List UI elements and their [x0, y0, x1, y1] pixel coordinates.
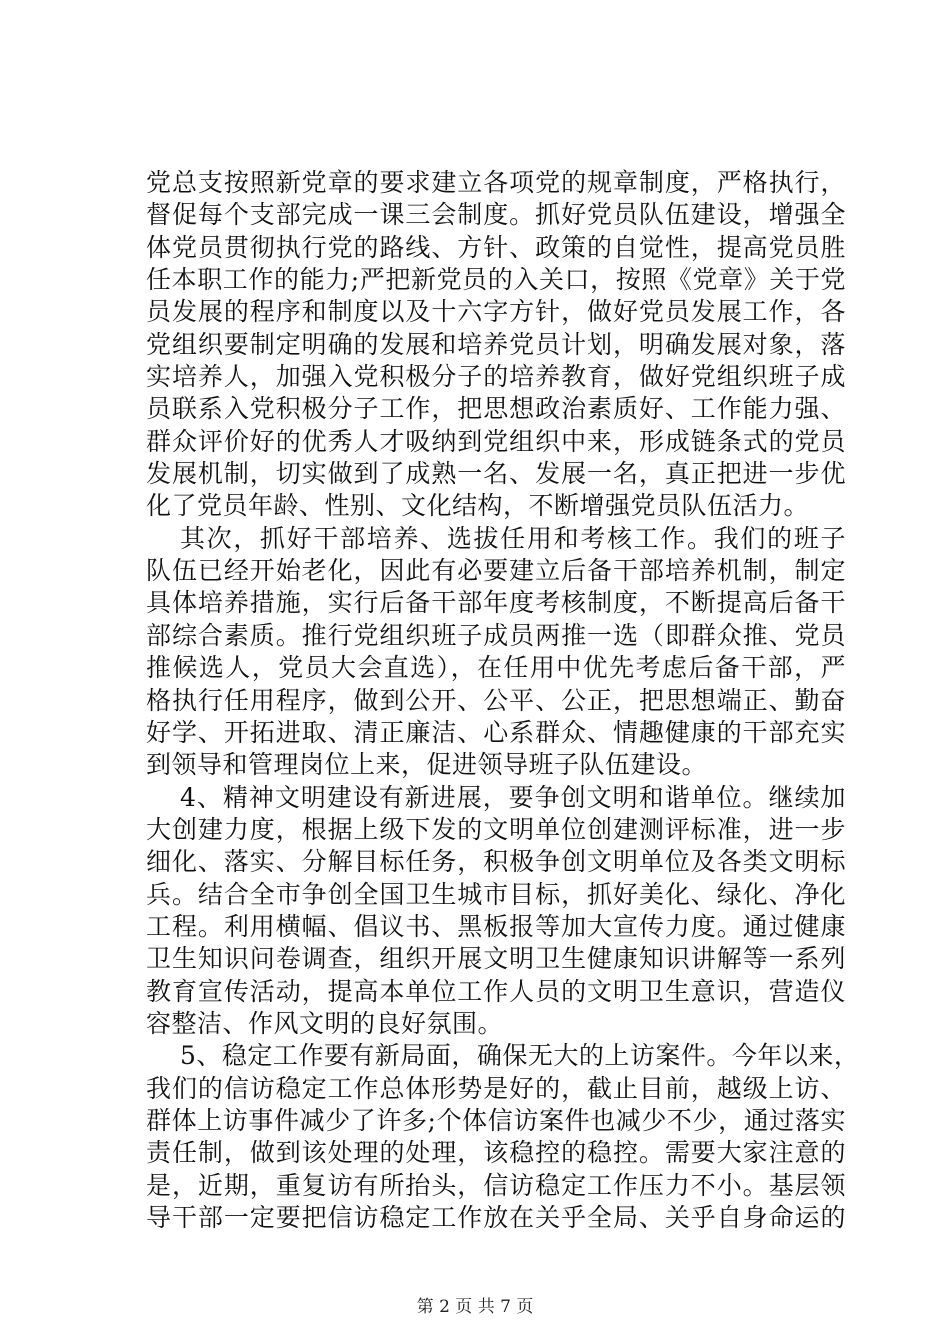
- text-line: 教育宣传活动，提高本单位工作人员的文明卫生意识，营造仪: [146, 976, 846, 1006]
- text-line: 党总支按照新党章的要求建立各项党的规章制度，严格执行，: [146, 168, 846, 197]
- text-line: 体党员贯彻执行党的路线、方针、政策的自觉性，提高党员胜: [146, 232, 846, 262]
- text-line: 责任制，做到该处理的处理，该稳控的稳控。需要大家注意的: [146, 1138, 846, 1168]
- text-line: 到领导和管理岗位上来，促进领导班子队伍建设。: [146, 750, 708, 780]
- text-line: 卫生知识问卷调查，组织开展文明卫生健康知识讲解等一系列: [146, 944, 846, 974]
- text-line: 格执行任用程序，做到公开、公平、公正，把思想端正、勤奋: [146, 685, 846, 715]
- text-line: 是，近期，重复访有所抬头，信访稳定工作压力不小。基层领: [146, 1170, 846, 1200]
- text-line: 群众评价好的优秀人才吸纳到党组织中来，形成链条式的党员: [146, 426, 846, 456]
- page-number-label: 第 2 页 共 7 页: [416, 1297, 534, 1317]
- text-line: 群体上访事件减少了许多;个体信访案件也减少不少，通过落实: [146, 1105, 846, 1135]
- text-line: 任本职工作的能力;严把新党员的入关口，按照《党章》关于党: [146, 265, 846, 295]
- paragraph-start-line: 4、精神文明建设有新进展，要争创文明和谐单位。继续加: [180, 782, 846, 812]
- text-line: 工程。利用横幅、倡议书、黑板报等加大宣传力度。通过健康: [146, 911, 846, 941]
- page-footer: [0, 1292, 950, 1317]
- text-line: 推候选人，党员大会直选），在任用中优先考虑后备干部，严: [146, 653, 846, 683]
- text-line: 容整洁、作风文明的良好氛围。: [146, 1008, 504, 1038]
- text-line: 我们的信访稳定工作总体形势是好的，截止目前，越级上访、: [146, 1073, 846, 1103]
- text-line: 兵。结合全市争创全国卫生城市目标，抓好美化、绿化、净化: [146, 879, 846, 909]
- text-line: 部综合素质。推行党组织班子成员两推一选（即群众推、党员: [146, 620, 846, 650]
- text-line: 导干部一定要把信访稳定工作放在关乎全局、关乎自身命运的: [146, 1203, 846, 1232]
- text-line: 党组织要制定明确的发展和培养党员计划，明确发展对象，落: [146, 329, 846, 359]
- text-line: 员联系入党积极分子工作，把思想政治素质好、工作能力强、: [146, 394, 846, 424]
- text-line: 员发展的程序和制度以及十六字方针，做好党员发展工作，各: [146, 297, 846, 327]
- text-line: 好学、开拓进取、清正廉洁、心系群众、情趣健康的干部充实: [146, 717, 846, 747]
- paragraph-start-line: 5、稳定工作要有新局面，确保无大的上访案件。今年以来，: [180, 1041, 860, 1071]
- text-line: 实培养人，加强入党积极分子的培养教育，做好党组织班子成: [146, 362, 846, 392]
- text-line: 督促每个支部完成一课三会制度。抓好党员队伍建设，增强全: [146, 200, 846, 230]
- text-line: 具体培养措施，实行后备干部年度考核制度，不断提高后备干: [146, 588, 846, 618]
- body-text: [146, 167, 860, 1234]
- text-line: 队伍已经开始老化，因此有必要建立后备干部培养机制，制定: [146, 556, 846, 586]
- text-line: 发展机制，切实做到了成熟一名、发展一名，真正把进一步优: [146, 459, 846, 489]
- text-line: 化了党员年龄、性别、文化结构，不断增强党员队伍活力。: [146, 491, 810, 521]
- text-line: 细化、落实、分解目标任务，积极争创文明单位及各类文明标: [146, 847, 846, 877]
- paragraph-start-line: 其次，抓好干部培养、选拔任用和考核工作。我们的班子: [180, 523, 846, 553]
- text-line: 大创建力度，根据上级下发的文明单位创建测评标准，进一步: [146, 814, 846, 844]
